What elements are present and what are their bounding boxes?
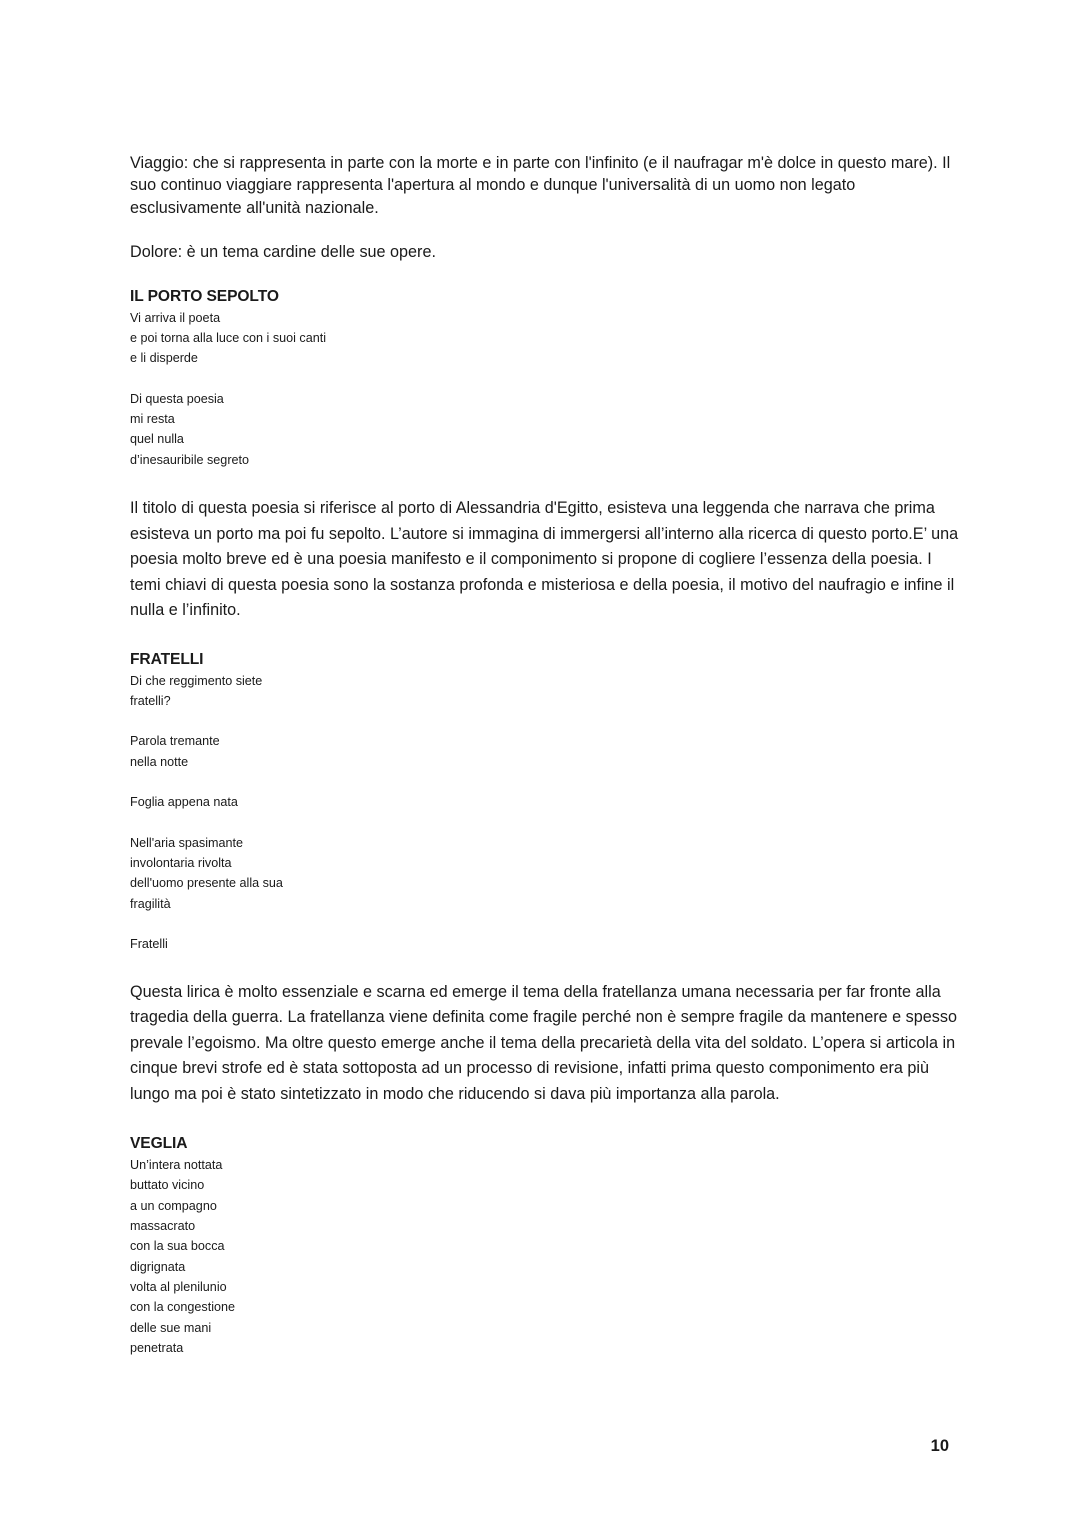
section-fratelli	[130, 649, 960, 955]
poem-line: e poi torna alla luce con i suoi canti	[130, 330, 327, 345]
poem-stanza	[130, 308, 960, 369]
page-number: 10	[930, 1437, 949, 1455]
poem-fratelli	[130, 671, 960, 955]
section-veglia	[130, 1133, 960, 1358]
poem-line: Di che reggimento siete	[130, 673, 263, 688]
poem-line: Parola tremante	[130, 734, 220, 749]
poem-line: a un compagno	[130, 1198, 217, 1213]
poem-line: volta al plenilunio	[130, 1279, 227, 1294]
section-title-veglia: VEGLIA	[130, 1135, 188, 1153]
poem-line: fragilità	[130, 896, 171, 911]
poem-line: Nell'aria spasimante	[130, 835, 243, 850]
commentary-fratelli: Questa lirica è molto essenziale e scarna ed emerge il tema della fratellanza umana necessaria per far fronte alla tragedia della guerra. La fratellanza viene definita come fragile perché non è sempre fragile da mantenere e spesso prevale l’egoismo. Ma oltre questo emerge anche il tema della precarietà della vita del soldato. L’opera si articola in cinque brevi strofe ed è stata sottoposta ad un processo di revisione, infatti prima questo componimento era più lungo ma poi è stato sintetizzato in modo che riducendo si dava più importanza alla parola.	[130, 982, 957, 1103]
poem-line: mi resta	[130, 412, 175, 427]
poem-line: d’inesauribile segreto	[130, 452, 250, 467]
poem-line: Foglia appena nata	[130, 795, 238, 810]
poem-line: con la congestione	[130, 1300, 236, 1315]
page-content	[130, 152, 960, 1358]
poem-line: delle sue mani	[130, 1320, 212, 1335]
poem-line: Un’intera nottata	[130, 1158, 223, 1173]
poem-stanza	[130, 389, 960, 470]
poem-stanza	[130, 671, 960, 712]
section-title-porto-sepolto: IL PORTO SEPOLTO	[130, 287, 279, 305]
poem-line: buttato vicino	[130, 1178, 205, 1193]
poem-line: quel nulla	[130, 432, 184, 447]
poem-stanza	[130, 934, 960, 954]
section-porto-sepolto	[130, 286, 960, 470]
poem-line: massacrato	[130, 1219, 196, 1234]
intro-viaggio-paragraph: Viaggio: che si rappresenta in parte con la morte e in parte con l'infinito (e il naufragar m'è dolce in questo mare). Il suo continuo viaggiare rappresenta l'apertura al mondo e dunque l'universalità di un uomo non legato esclusivamente all'unità nazionale.	[130, 154, 951, 217]
intro-dolore-paragraph: Dolore: è un tema cardine delle sue opere.	[130, 243, 436, 262]
poem-line: digrignata	[130, 1259, 186, 1274]
poem-stanza	[130, 792, 960, 812]
poem-line: nella notte	[130, 754, 189, 769]
poem-line: e li disperde	[130, 351, 198, 366]
poem-porto-sepolto	[130, 308, 960, 470]
commentary-porto-sepolto: Il titolo di questa poesia si riferisce al porto di Alessandria d'Egitto, esisteva una leggenda che narrava che prima esisteva un porto ma poi fu sepolto. L’autore si immagina di immergersi all’interno alla ricerca di questo porto.E’ una poesia molto breve ed è una poesia manifesto e il componimento si propone di cogliere l’essenza della poesia. I temi chiavi di questa poesia sono la sostanza profonda e misteriosa e della poesia, il motivo del naufragio e infine il nulla e l’infinito.	[130, 499, 959, 619]
poem-line: fratelli?	[130, 693, 171, 708]
poem-line: involontaria rivolta	[130, 856, 232, 871]
poem-line: Vi arriva il poeta	[130, 310, 221, 325]
poem-veglia	[130, 1155, 960, 1358]
poem-line: penetrata	[130, 1340, 184, 1355]
poem-line: dell'uomo presente alla sua	[130, 876, 283, 891]
section-title-fratelli: FRATELLI	[130, 650, 204, 668]
poem-stanza	[130, 1155, 960, 1358]
poem-line: Fratelli	[130, 937, 168, 952]
poem-stanza	[130, 731, 960, 772]
poem-line: Di questa poesia	[130, 391, 224, 406]
poem-line: con la sua bocca	[130, 1239, 225, 1254]
poem-stanza	[130, 833, 960, 914]
